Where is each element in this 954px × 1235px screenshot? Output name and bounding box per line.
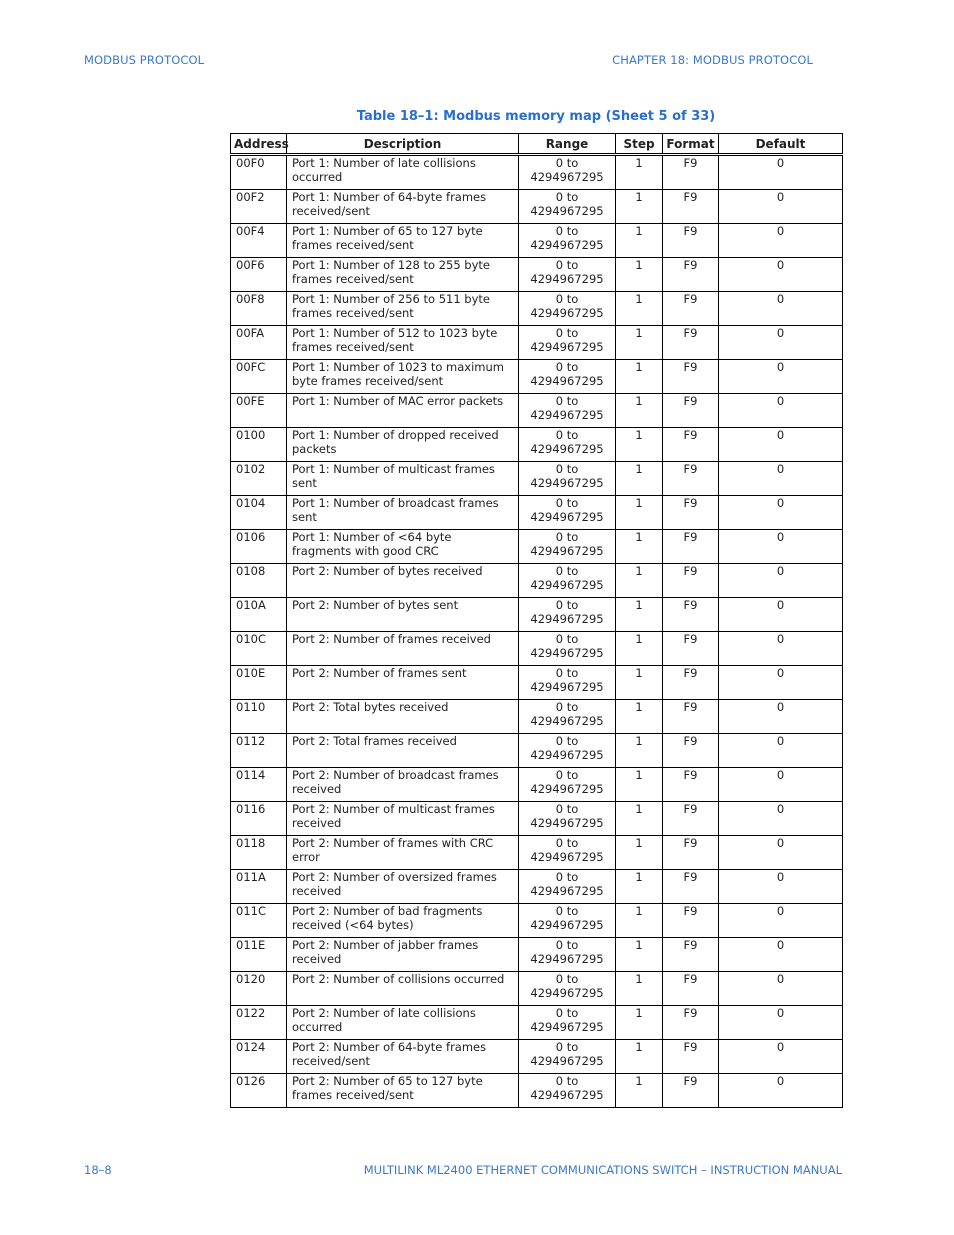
step-cell: 1 xyxy=(616,394,663,428)
address-cell: 0114 xyxy=(231,768,287,802)
range-cell: 0 to 4294967295 xyxy=(519,326,616,360)
step-cell: 1 xyxy=(616,190,663,224)
range-cell: 0 to 4294967295 xyxy=(519,292,616,326)
table-row xyxy=(231,632,843,666)
step-cell: 1 xyxy=(616,938,663,972)
column-header-description: Description xyxy=(287,134,519,155)
address-cell: 0106 xyxy=(231,530,287,564)
default-cell: 0 xyxy=(719,564,843,598)
default-cell: 0 xyxy=(719,326,843,360)
step-cell: 1 xyxy=(616,1006,663,1040)
column-header-range: Range xyxy=(519,134,616,155)
description-cell: Port 1: Number of dropped received packets xyxy=(287,428,519,462)
range-cell: 0 to 4294967295 xyxy=(519,1040,616,1074)
table-row xyxy=(231,768,843,802)
format-cell: F9 xyxy=(663,292,719,326)
table-row xyxy=(231,598,843,632)
running-header-chapter: CHAPTER 18: MODBUS PROTOCOL xyxy=(612,53,813,67)
description-cell: Port 2: Number of 64-byte frames received/sent xyxy=(287,1040,519,1074)
step-cell: 1 xyxy=(616,700,663,734)
table-row xyxy=(231,802,843,836)
address-cell: 0102 xyxy=(231,462,287,496)
description-cell: Port 1: Number of 256 to 511 byte frames received/sent xyxy=(287,292,519,326)
default-cell: 0 xyxy=(719,1006,843,1040)
range-cell: 0 to 4294967295 xyxy=(519,155,616,190)
description-cell: Port 1: Number of 64-byte frames received/sent xyxy=(287,190,519,224)
format-cell: F9 xyxy=(663,1074,719,1108)
step-cell: 1 xyxy=(616,564,663,598)
description-cell: Port 1: Number of <64 byte fragments with good CRC xyxy=(287,530,519,564)
table-row xyxy=(231,462,843,496)
default-cell: 0 xyxy=(719,972,843,1006)
default-cell: 0 xyxy=(719,1040,843,1074)
format-cell: F9 xyxy=(663,768,719,802)
range-cell: 0 to 4294967295 xyxy=(519,632,616,666)
address-cell: 00F8 xyxy=(231,292,287,326)
address-cell: 00F0 xyxy=(231,155,287,190)
step-cell: 1 xyxy=(616,326,663,360)
table-row xyxy=(231,972,843,1006)
description-cell: Port 2: Number of late collisions occurred xyxy=(287,1006,519,1040)
table-row xyxy=(231,190,843,224)
description-cell: Port 1: Number of 512 to 1023 byte frames received/sent xyxy=(287,326,519,360)
description-cell: Port 2: Number of jabber frames received xyxy=(287,938,519,972)
table-row xyxy=(231,1040,843,1074)
table-row xyxy=(231,224,843,258)
range-cell: 0 to 4294967295 xyxy=(519,904,616,938)
step-cell: 1 xyxy=(616,734,663,768)
format-cell: F9 xyxy=(663,972,719,1006)
description-cell: Port 2: Number of oversized frames received xyxy=(287,870,519,904)
description-cell: Port 1: Number of 1023 to maximum byte frames received/sent xyxy=(287,360,519,394)
range-cell: 0 to 4294967295 xyxy=(519,1074,616,1108)
table-row xyxy=(231,870,843,904)
step-cell: 1 xyxy=(616,1040,663,1074)
address-cell: 0118 xyxy=(231,836,287,870)
default-cell: 0 xyxy=(719,360,843,394)
description-cell: Port 1: Number of MAC error packets xyxy=(287,394,519,428)
table-row xyxy=(231,666,843,700)
format-cell: F9 xyxy=(663,564,719,598)
format-cell: F9 xyxy=(663,394,719,428)
range-cell: 0 to 4294967295 xyxy=(519,938,616,972)
description-cell: Port 2: Number of collisions occurred xyxy=(287,972,519,1006)
range-cell: 0 to 4294967295 xyxy=(519,564,616,598)
description-cell: Port 1: Number of broadcast frames sent xyxy=(287,496,519,530)
step-cell: 1 xyxy=(616,1074,663,1108)
address-cell: 0100 xyxy=(231,428,287,462)
column-header-default: Default xyxy=(719,134,843,155)
default-cell: 0 xyxy=(719,224,843,258)
description-cell: Port 2: Total bytes received xyxy=(287,700,519,734)
column-header-step: Step xyxy=(616,134,663,155)
range-cell: 0 to 4294967295 xyxy=(519,496,616,530)
address-cell: 00F4 xyxy=(231,224,287,258)
range-cell: 0 to 4294967295 xyxy=(519,462,616,496)
table-row xyxy=(231,292,843,326)
default-cell: 0 xyxy=(719,190,843,224)
format-cell: F9 xyxy=(663,666,719,700)
address-cell: 011E xyxy=(231,938,287,972)
table-row xyxy=(231,360,843,394)
address-cell: 010E xyxy=(231,666,287,700)
step-cell: 1 xyxy=(616,155,663,190)
description-cell: Port 2: Number of bad fragments received (<64 bytes) xyxy=(287,904,519,938)
description-cell: Port 2: Number of bytes sent xyxy=(287,598,519,632)
format-cell: F9 xyxy=(663,462,719,496)
format-cell: F9 xyxy=(663,938,719,972)
default-cell: 0 xyxy=(719,700,843,734)
address-cell: 0126 xyxy=(231,1074,287,1108)
address-cell: 011A xyxy=(231,870,287,904)
table-row xyxy=(231,734,843,768)
range-cell: 0 to 4294967295 xyxy=(519,360,616,394)
table-row xyxy=(231,428,843,462)
table-row xyxy=(231,326,843,360)
default-cell: 0 xyxy=(719,496,843,530)
address-cell: 0124 xyxy=(231,1040,287,1074)
default-cell: 0 xyxy=(719,598,843,632)
step-cell: 1 xyxy=(616,836,663,870)
default-cell: 0 xyxy=(719,768,843,802)
description-cell: Port 2: Number of broadcast frames received xyxy=(287,768,519,802)
default-cell: 0 xyxy=(719,734,843,768)
description-cell: Port 2: Number of frames with CRC error xyxy=(287,836,519,870)
format-cell: F9 xyxy=(663,734,719,768)
table-row xyxy=(231,155,843,190)
default-cell: 0 xyxy=(719,394,843,428)
step-cell: 1 xyxy=(616,972,663,1006)
table-row xyxy=(231,938,843,972)
step-cell: 1 xyxy=(616,224,663,258)
address-cell: 010C xyxy=(231,632,287,666)
address-cell: 00FC xyxy=(231,360,287,394)
modbus-memory-map-table xyxy=(230,133,843,1108)
address-cell: 0122 xyxy=(231,1006,287,1040)
step-cell: 1 xyxy=(616,530,663,564)
format-cell: F9 xyxy=(663,190,719,224)
range-cell: 0 to 4294967295 xyxy=(519,802,616,836)
description-cell: Port 2: Number of frames received xyxy=(287,632,519,666)
column-header-address: Address xyxy=(231,134,287,155)
step-cell: 1 xyxy=(616,258,663,292)
step-cell: 1 xyxy=(616,666,663,700)
table-row xyxy=(231,700,843,734)
default-cell: 0 xyxy=(719,462,843,496)
range-cell: 0 to 4294967295 xyxy=(519,1006,616,1040)
default-cell: 0 xyxy=(719,870,843,904)
default-cell: 0 xyxy=(719,632,843,666)
address-cell: 00FE xyxy=(231,394,287,428)
description-cell: Port 1: Number of 128 to 255 byte frames received/sent xyxy=(287,258,519,292)
default-cell: 0 xyxy=(719,938,843,972)
manual-title: MULTILINK ML2400 ETHERNET COMMUNICATIONS SWITCH – INSTRUCTION MANUAL xyxy=(363,1163,842,1177)
step-cell: 1 xyxy=(616,904,663,938)
format-cell: F9 xyxy=(663,155,719,190)
default-cell: 0 xyxy=(719,428,843,462)
format-cell: F9 xyxy=(663,360,719,394)
format-cell: F9 xyxy=(663,428,719,462)
running-header-section: MODBUS PROTOCOL xyxy=(84,53,205,67)
range-cell: 0 to 4294967295 xyxy=(519,870,616,904)
range-cell: 0 to 4294967295 xyxy=(519,734,616,768)
description-cell: Port 2: Total frames received xyxy=(287,734,519,768)
address-cell: 0108 xyxy=(231,564,287,598)
address-cell: 0120 xyxy=(231,972,287,1006)
default-cell: 0 xyxy=(719,1074,843,1108)
description-cell: Port 2: Number of multicast frames received xyxy=(287,802,519,836)
step-cell: 1 xyxy=(616,802,663,836)
default-cell: 0 xyxy=(719,836,843,870)
range-cell: 0 to 4294967295 xyxy=(519,190,616,224)
default-cell: 0 xyxy=(719,666,843,700)
table-row xyxy=(231,836,843,870)
range-cell: 0 to 4294967295 xyxy=(519,428,616,462)
step-cell: 1 xyxy=(616,428,663,462)
format-cell: F9 xyxy=(663,496,719,530)
column-header-format: Format xyxy=(663,134,719,155)
range-cell: 0 to 4294967295 xyxy=(519,598,616,632)
step-cell: 1 xyxy=(616,462,663,496)
address-cell: 011C xyxy=(231,904,287,938)
step-cell: 1 xyxy=(616,598,663,632)
address-cell: 00F6 xyxy=(231,258,287,292)
address-cell: 00F2 xyxy=(231,190,287,224)
step-cell: 1 xyxy=(616,870,663,904)
address-cell: 010A xyxy=(231,598,287,632)
format-cell: F9 xyxy=(663,802,719,836)
format-cell: F9 xyxy=(663,700,719,734)
address-cell: 00FA xyxy=(231,326,287,360)
format-cell: F9 xyxy=(663,530,719,564)
table-title: Table 18–1: Modbus memory map (Sheet 5 of 33) xyxy=(356,109,716,124)
default-cell: 0 xyxy=(719,292,843,326)
format-cell: F9 xyxy=(663,632,719,666)
range-cell: 0 to 4294967295 xyxy=(519,836,616,870)
table-row xyxy=(231,496,843,530)
range-cell: 0 to 4294967295 xyxy=(519,224,616,258)
description-cell: Port 1: Number of 65 to 127 byte frames received/sent xyxy=(287,224,519,258)
range-cell: 0 to 4294967295 xyxy=(519,258,616,292)
range-cell: 0 to 4294967295 xyxy=(519,768,616,802)
address-cell: 0104 xyxy=(231,496,287,530)
format-cell: F9 xyxy=(663,1040,719,1074)
table-row xyxy=(231,564,843,598)
default-cell: 0 xyxy=(719,904,843,938)
format-cell: F9 xyxy=(663,326,719,360)
description-cell: Port 2: Number of 65 to 127 byte frames received/sent xyxy=(287,1074,519,1108)
page-number: 18–8 xyxy=(84,1163,112,1177)
format-cell: F9 xyxy=(663,870,719,904)
table-row xyxy=(231,394,843,428)
table-header-row xyxy=(231,134,843,155)
description-cell: Port 1: Number of multicast frames sent xyxy=(287,462,519,496)
step-cell: 1 xyxy=(616,292,663,326)
format-cell: F9 xyxy=(663,258,719,292)
table-row xyxy=(231,904,843,938)
table-row xyxy=(231,1006,843,1040)
table-row xyxy=(231,258,843,292)
range-cell: 0 to 4294967295 xyxy=(519,394,616,428)
address-cell: 0110 xyxy=(231,700,287,734)
step-cell: 1 xyxy=(616,496,663,530)
default-cell: 0 xyxy=(719,155,843,190)
description-cell: Port 2: Number of frames sent xyxy=(287,666,519,700)
step-cell: 1 xyxy=(616,632,663,666)
description-cell: Port 2: Number of bytes received xyxy=(287,564,519,598)
table-row xyxy=(231,530,843,564)
format-cell: F9 xyxy=(663,1006,719,1040)
format-cell: F9 xyxy=(663,598,719,632)
range-cell: 0 to 4294967295 xyxy=(519,530,616,564)
range-cell: 0 to 4294967295 xyxy=(519,700,616,734)
format-cell: F9 xyxy=(663,836,719,870)
format-cell: F9 xyxy=(663,904,719,938)
range-cell: 0 to 4294967295 xyxy=(519,666,616,700)
default-cell: 0 xyxy=(719,802,843,836)
table-row xyxy=(231,1074,843,1108)
default-cell: 0 xyxy=(719,258,843,292)
default-cell: 0 xyxy=(719,530,843,564)
step-cell: 1 xyxy=(616,360,663,394)
address-cell: 0112 xyxy=(231,734,287,768)
address-cell: 0116 xyxy=(231,802,287,836)
step-cell: 1 xyxy=(616,768,663,802)
format-cell: F9 xyxy=(663,224,719,258)
description-cell: Port 1: Number of late collisions occurred xyxy=(287,155,519,190)
range-cell: 0 to 4294967295 xyxy=(519,972,616,1006)
